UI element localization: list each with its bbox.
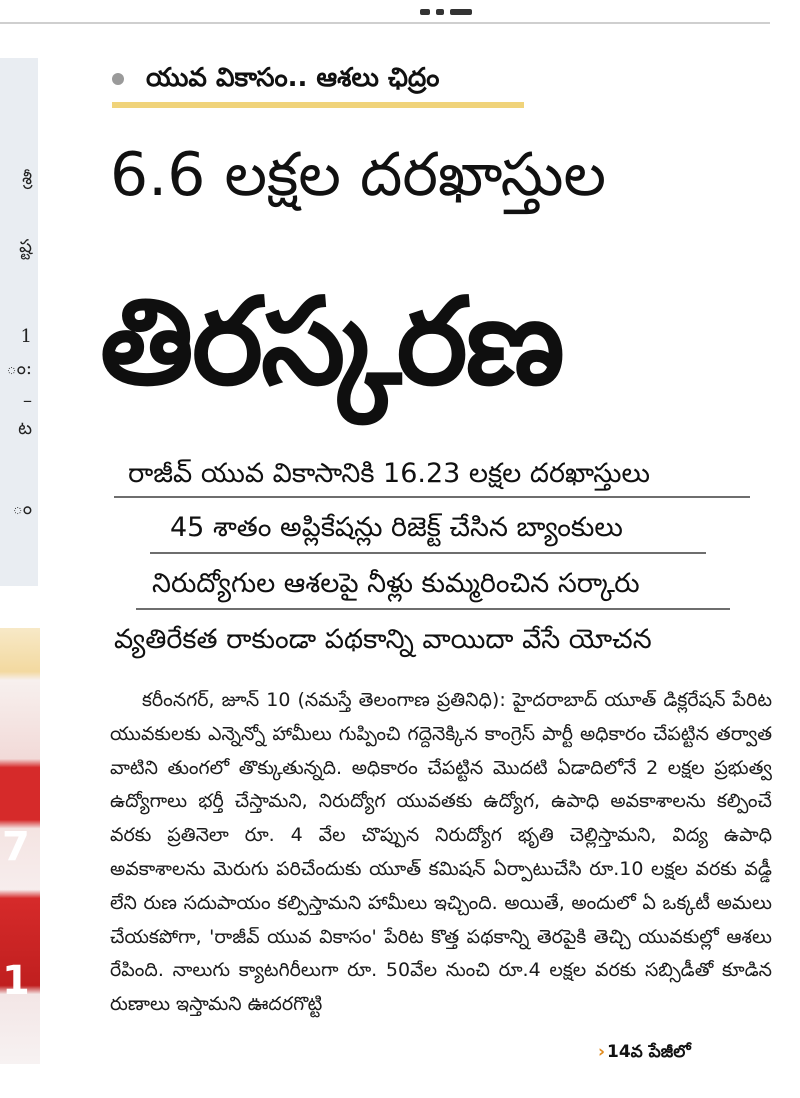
- kicker-text: యువ వికాసం.. ఆశలు ఛిద్రం: [146, 63, 440, 93]
- kicker: [112, 58, 524, 98]
- headline-line-1: 6.6 లక్షల దరఖాస్తుల: [110, 140, 607, 210]
- article-body: [110, 684, 772, 1022]
- left-fragment-text: ష్ట: [19, 236, 32, 257]
- kicker-underline: [112, 102, 524, 108]
- left-fragment-text: 1: [20, 326, 32, 347]
- bullet-icon: [112, 73, 124, 85]
- continued-label: 14వ పేజీలో: [607, 1042, 691, 1062]
- subheadline-1: రాజీవ్ యువ వికాసానికి 16.23 లక్షల దరఖాస్తులు: [128, 458, 650, 489]
- top-divider: [0, 22, 770, 24]
- subheadline-2: 45 శాతం అప్లికేషన్లు రిజెక్ట్ చేసిన బ్యాంకులు: [170, 512, 623, 543]
- left-fragment-text: –: [23, 390, 32, 411]
- left-column-fragment: [0, 58, 38, 586]
- ad-number: 1: [2, 958, 30, 1004]
- continued-on-page[interactable]: [598, 1042, 691, 1066]
- subheadline-rule: [150, 552, 706, 554]
- article-paragraph: కరీంనగర్, జూన్ 10 (నమస్తే తెలంగాణ ప్రతినిధి): హైదరాబాద్ యూత్ డిక్లరేషన్ పేరిట యువకులకు ఎన్నెన్నో హామీలు గుప్పించి గద్దెనెక్కిన కాంగ్రెస్ పార్టీ అధికారం చేపట్టిన తర్వాత వాటిని తుంగలో తొక్కుతున్నది. అధికారం చేపట్టిన మొదటి ఏడాదిలోనే 2 లక్షల ప్రభుత్వ ఉద్యోగాలు భర్తీ చేస్తామని, నిరుద్యోగ యువతకు ఉద్యోగ, ఉపాధి అవకాశాలను కల్పించే వరకు ప్రతినెలా రూ. 4 వేల చొప్పున నిరుద్యోగ భృతి చెల్లిస్తామని, విద్య ఉపాధి అవకాశాలను మెరుగు పరిచేందుకు యూత్ కమిషన్ ఏర్పాటుచేసి రూ.10 లక్షల వరకు వడ్డీ లేని రుణ సదుపాయం కల్పిస్తామని హామీలు ఇచ్చింది. అయితే, అందులో ఏ ఒక్కటీ అమలు చేయకపోగా, 'రాజీవ్ యువ వికాసం' పేరిట కొత్త పథకాన్ని తెరపైకి తెచ్చి యువకుల్లో ఆశలు రేపింది. నాలుగు క్యాటగిరీలుగా రూ. 50వేల నుంచి రూ.4 లక్షల వరకు సబ్సిడీతో కూడిన రుణాలు ఇస్తామని ఊదరగొట్టి: [110, 689, 772, 1016]
- left-fragment-text: శ్రీ: [22, 168, 32, 189]
- subheadline-3: నిరుద్యోగుల ఆశలపై నీళ్లు కుమ్మరించిన సర్కారు: [152, 568, 640, 599]
- cropped-header-fragment: [420, 0, 490, 10]
- side-advertisement: [0, 628, 40, 1064]
- headline-line-2: తిరస్కరణ: [100, 273, 563, 412]
- subheadline-4: వ్యతిరేకత రాకుండా పథకాన్ని వాయిదా వేసే యోచన: [114, 624, 652, 655]
- left-fragment-text: ం:: [6, 358, 32, 379]
- left-fragment-text: ం: [12, 498, 32, 519]
- left-fragment-text: ట: [18, 418, 32, 439]
- subheadline-rule: [136, 608, 730, 610]
- ad-number: 7: [2, 824, 30, 870]
- chevron-right-icon: ›: [598, 1042, 606, 1062]
- subheadline-rule: [114, 496, 750, 498]
